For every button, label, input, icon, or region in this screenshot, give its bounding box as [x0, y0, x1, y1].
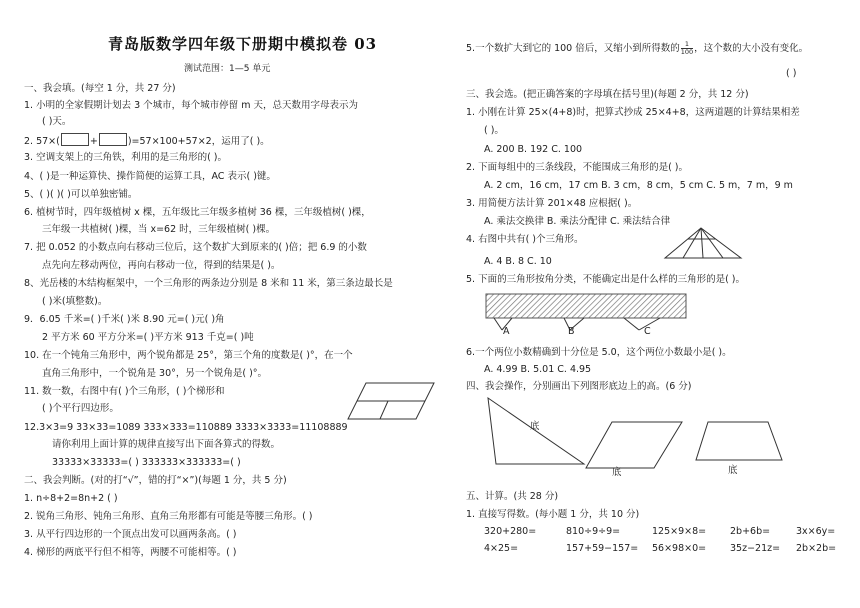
section3-heading: 三、我会选。(把正确答案的字母填在括号里)(每题 2 分，共 12 分) [466, 89, 749, 100]
figure-trapezoid [694, 420, 784, 462]
q9-line1: 9．6.05 千米=( )千米( )米 8.90 元=( )元( )角 [24, 314, 225, 325]
q1-line1: 1. 小明的全家假期计划去 3 个城市，每个城市停留 m 天，总天数用字母表示为 [24, 100, 358, 111]
figure-parallelogram [584, 420, 684, 470]
section2-heading: 二、我会判断。(对的打“√”，错的打“×”)(每题 1 分，共 5 分) [24, 475, 287, 486]
choice-q4-options: A. 4 B. 8 C. 10 [484, 256, 552, 267]
q12-line3: 33333×33333=( ) 333333×333333=( ) [52, 457, 241, 468]
choice-q2: 2. 下面每组中的三条线段，不能围成三角形的是( )。 [466, 162, 689, 173]
covered-label-a: A [503, 326, 510, 337]
covered-label-c: C [644, 326, 651, 337]
r-q5-line [466, 41, 808, 56]
judge-item-2: 2. 锐角三角形、钝角三角形、直角三角形都有可能是等腰三角形。( ) [24, 511, 313, 522]
q12-line1: 12.3×3=9 33×33=1089 333×333=110889 3333×3333=11108889 [24, 422, 348, 433]
calc-item: 810÷9÷9= [566, 526, 621, 537]
q2-plus: + [89, 136, 98, 147]
q2-answer-box-1[interactable] [61, 133, 89, 146]
test-scope: 测试范围：1—5 单元 [184, 64, 271, 74]
section5-sub: 1. 直接写得数。(每小题 1 分，共 10 分) [466, 509, 640, 520]
section5-heading: 五、计算。(共 28 分) [466, 491, 559, 502]
calc-item: 2b+6b= [730, 526, 771, 537]
choice-q6: 6.一个两位小数精确到十分位是 5.0，这个两位小数最小是( )。 [466, 347, 732, 358]
calc-item: 157+59−157= [566, 543, 639, 554]
q6-line2: 三年级一共植树( )棵，当 x=62 时，三年级植树( )棵。 [42, 224, 276, 235]
q10-line2: 直角三角形中，一个锐角是 30°，另一个锐角是( )°。 [42, 368, 268, 379]
calc-item: 3x×6y= [796, 526, 836, 537]
q2-answer-box-2[interactable] [99, 133, 127, 146]
choice-q1-options: A. 200 B. 192 C. 100 [484, 144, 583, 155]
r-q5-text-a: 5.一个数扩大到它的 100 倍后，又缩小到所得数的 [466, 43, 680, 54]
q8-line1: 8、光岳楼的木结构框架中，一个三角形的两条边分别是 8 米和 11 米，第三条边最长是 [24, 278, 393, 289]
q1-line2: ( )天。 [42, 116, 72, 127]
q6-line1: 6. 植树节时，四年级植树 x 棵，五年级比三年级多植树 36 棵，三年级植树( )棵， [24, 207, 371, 218]
q4-fan-triangle-figure [663, 226, 743, 260]
right-column [466, 0, 846, 608]
q7-line2: 点先向左移动两位，再向右移动一位，得到的结果是( )。 [42, 260, 281, 271]
q11-figure [346, 381, 436, 421]
r-q5-text-b: ，这个数的大小没有变化。 [694, 43, 809, 54]
q9-line2: 2 平方米 60 平方分米=( )平方米 913 千克=( )吨 [42, 332, 254, 343]
calc-item: 56×98×0= [652, 543, 707, 554]
judge-item-3: 3. 从平行四边形的一个顶点出发可以画两条高。( ) [24, 529, 237, 540]
judge-item-1: 1. n÷8+2=8n+2 ( ) [24, 493, 118, 504]
choice-q5: 5. 下面的三角形按角分类，不能确定出是什么样的三角形的是( )。 [466, 274, 746, 285]
q4-line: 4、( )是一种运算快、操作简便的运算工具，AC 表示( )键。 [24, 171, 276, 182]
choice-q6-options: A. 4.99 B. 5.01 C. 4.95 [484, 364, 592, 375]
choice-q4: 4. 右图中共有( )个三角形。 [466, 234, 584, 245]
choice-q1-line1: 1. 小刚在计算 25×(4+8)时，把算式抄成 25×4+8，这两道题的计算结果相差 [466, 107, 800, 118]
covered-label-b: B [568, 326, 575, 337]
q3-line: 3. 空调支架上的三角铁，利用的是三角形的( )。 [24, 152, 228, 163]
calc-item: 2b×2b= [796, 543, 837, 554]
section1-heading: 一、我会填。(每空 1 分，共 27 分) [24, 83, 176, 94]
choice-q3: 3. 用简便方法计算 201×48 应根据( )。 [466, 198, 638, 209]
q5-line: 5、( )( )( )可以单独密铺。 [24, 189, 138, 200]
left-column [24, 0, 444, 608]
q7-line1: 7. 把 0.052 的小数点向右移动三位后，这个数扩大到原来的( )倍；把 6.9 的小数 [24, 242, 367, 253]
r-q5-answer: ( ) [786, 68, 797, 79]
calc-item: 35z−21z= [730, 543, 781, 554]
trapezoid-base-label: 底 [728, 465, 738, 476]
q2-text-a: 2. 57×( [24, 136, 60, 147]
parallelogram-base-label: 底 [612, 467, 622, 478]
q10-line1: 10. 在一个钝角三角形中，两个锐角都是 25°，第三个角的度数是( )°，在一个 [24, 350, 353, 361]
calc-item: 320+280= [484, 526, 537, 537]
calc-item: 4×25= [484, 543, 519, 554]
q11-line2: ( )个平行四边形。 [42, 403, 119, 414]
covered-triangles-figure [484, 292, 689, 332]
calc-item: 125×9×8= [652, 526, 707, 537]
choice-q3-options: A. 乘法交换律 B. 乘法分配律 C. 乘法结合律 [484, 216, 671, 227]
triangle-base-label: 底 [530, 421, 540, 432]
choice-q1-line2: ( )。 [484, 125, 504, 136]
q2-text-c: )=57×100+57×2，运用了( )。 [127, 136, 270, 147]
judge-item-4: 4. 梯形的两底平行但不相等，两腰不可能相等。( ) [24, 547, 237, 558]
fraction-one-hundredth: $\frac{1}{100}$ [680, 40, 694, 56]
q12-line2: 请你利用上面计算的规律直接写出下面各算式的得数。 [52, 439, 281, 450]
q8-line2: ( )米(填整数)。 [42, 296, 108, 307]
q2-line [24, 133, 270, 149]
section4-heading: 四、我会操作，分别画出下列图形底边上的高。(6 分) [466, 381, 692, 392]
q11-line1: 11. 数一数，右图中有( )个三角形，( )个梯形和 [24, 386, 225, 397]
choice-q2-options: A. 2 cm，16 cm，17 cm B. 3 cm，8 cm，5 cm C. 5 m，7 m，9 m [484, 180, 793, 191]
page-title: 青岛版数学四年级下册期中模拟卷 03 [108, 35, 378, 53]
